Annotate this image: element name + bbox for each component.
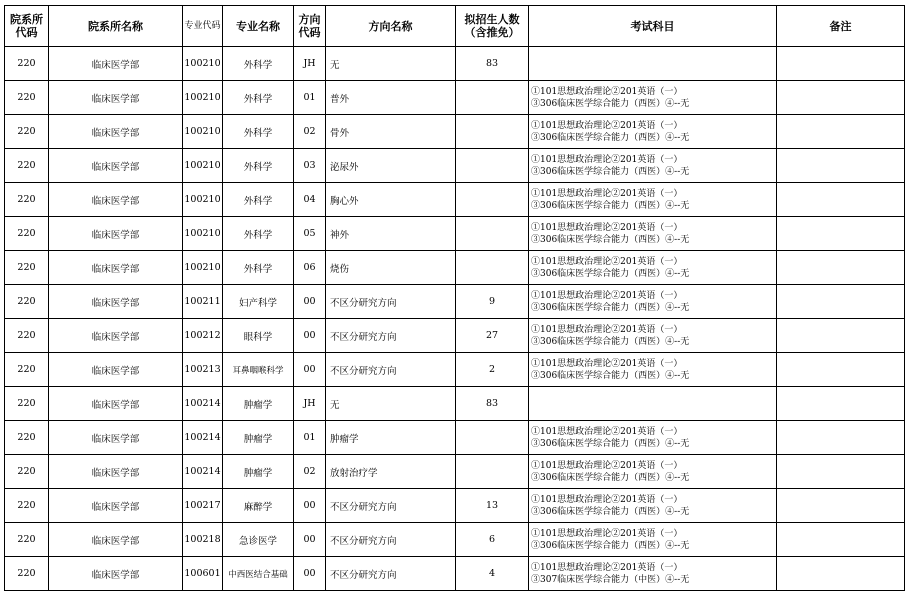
cell-dept-code: 220 bbox=[5, 285, 49, 319]
cell-major-name: 外科学 bbox=[223, 149, 294, 183]
cell-exam-subjects bbox=[529, 183, 777, 217]
table-row bbox=[5, 353, 905, 387]
cell-major-code: 100210 bbox=[183, 47, 223, 81]
header-major-name: 专业名称 bbox=[223, 6, 294, 47]
cell-remarks bbox=[777, 149, 905, 183]
exam-subjects-line-1: ①101思想政治理论②201英语（一） bbox=[531, 358, 683, 369]
cell-quota: 6 bbox=[456, 523, 529, 557]
cell-dept-name: 临床医学部 bbox=[49, 455, 183, 489]
cell-major-code: 100210 bbox=[183, 115, 223, 149]
header-direction-code: 方向代码 bbox=[294, 6, 326, 47]
cell-major-name: 急诊医学 bbox=[223, 523, 294, 557]
cell-major-code: 100601 bbox=[183, 557, 223, 591]
cell-exam-subjects bbox=[529, 557, 777, 591]
cell-exam-subjects bbox=[529, 489, 777, 523]
cell-exam-subjects bbox=[529, 455, 777, 489]
exam-subjects-line-2: ③306临床医学综合能力（西医）④--无 bbox=[531, 370, 690, 381]
cell-remarks bbox=[777, 455, 905, 489]
cell-direction-name: 烧伤 bbox=[326, 251, 456, 285]
exam-subjects-line-1: ①101思想政治理论②201英语（一） bbox=[531, 188, 683, 199]
cell-quota bbox=[456, 115, 529, 149]
cell-exam-subjects bbox=[529, 81, 777, 115]
exam-subjects-line-2: ③307临床医学综合能力（中医）④--无 bbox=[531, 574, 690, 585]
cell-exam-subjects bbox=[529, 115, 777, 149]
header-major-code: 专业代码 bbox=[183, 6, 223, 47]
table-header-row bbox=[5, 6, 905, 47]
exam-subjects-line-1: ①101思想政治理论②201英语（一） bbox=[531, 460, 683, 471]
cell-major-code: 100211 bbox=[183, 285, 223, 319]
table-row bbox=[5, 455, 905, 489]
cell-direction-name: 不区分研究方向 bbox=[326, 557, 456, 591]
cell-direction-code: 00 bbox=[294, 285, 326, 319]
cell-dept-name: 临床医学部 bbox=[49, 319, 183, 353]
cell-major-code: 100210 bbox=[183, 183, 223, 217]
table-row bbox=[5, 489, 905, 523]
exam-subjects-line-2: ③306临床医学综合能力（西医）④--无 bbox=[531, 472, 690, 483]
cell-major-code: 100214 bbox=[183, 455, 223, 489]
exam-subjects-line-1: ①101思想政治理论②201英语（一） bbox=[531, 494, 683, 505]
cell-dept-name: 临床医学部 bbox=[49, 285, 183, 319]
cell-quota bbox=[456, 251, 529, 285]
cell-major-name: 耳鼻咽喉科学 bbox=[223, 353, 294, 387]
cell-dept-code: 220 bbox=[5, 47, 49, 81]
cell-direction-name: 神外 bbox=[326, 217, 456, 251]
cell-exam-subjects bbox=[529, 421, 777, 455]
cell-dept-code: 220 bbox=[5, 523, 49, 557]
cell-quota bbox=[456, 217, 529, 251]
cell-dept-code: 220 bbox=[5, 387, 49, 421]
exam-subjects-line-1: ①101思想政治理论②201英语（一） bbox=[531, 562, 683, 573]
cell-direction-name: 普外 bbox=[326, 81, 456, 115]
table-row bbox=[5, 387, 905, 421]
cell-major-name: 肿瘤学 bbox=[223, 455, 294, 489]
exam-subjects-line-2: ③306临床医学综合能力（西医）④--无 bbox=[531, 302, 690, 313]
cell-dept-name: 临床医学部 bbox=[49, 387, 183, 421]
exam-subjects-line-1: ①101思想政治理论②201英语（一） bbox=[531, 222, 683, 233]
table-row bbox=[5, 183, 905, 217]
cell-major-name: 外科学 bbox=[223, 217, 294, 251]
cell-dept-name: 临床医学部 bbox=[49, 421, 183, 455]
cell-dept-code: 220 bbox=[5, 455, 49, 489]
cell-dept-code: 220 bbox=[5, 251, 49, 285]
cell-remarks bbox=[777, 285, 905, 319]
cell-major-name: 肿瘤学 bbox=[223, 421, 294, 455]
cell-direction-code: 01 bbox=[294, 81, 326, 115]
cell-remarks bbox=[777, 353, 905, 387]
cell-remarks bbox=[777, 319, 905, 353]
cell-dept-code: 220 bbox=[5, 115, 49, 149]
table-row bbox=[5, 81, 905, 115]
cell-exam-subjects bbox=[529, 217, 777, 251]
cell-major-name: 眼科学 bbox=[223, 319, 294, 353]
table-row bbox=[5, 523, 905, 557]
cell-major-name: 麻醉学 bbox=[223, 489, 294, 523]
cell-remarks bbox=[777, 251, 905, 285]
cell-remarks bbox=[777, 217, 905, 251]
cell-remarks bbox=[777, 183, 905, 217]
cell-major-code: 100214 bbox=[183, 421, 223, 455]
cell-major-code: 100210 bbox=[183, 251, 223, 285]
cell-exam-subjects bbox=[529, 149, 777, 183]
cell-dept-code: 220 bbox=[5, 81, 49, 115]
cell-quota: 83 bbox=[456, 387, 529, 421]
cell-direction-name: 泌尿外 bbox=[326, 149, 456, 183]
cell-major-name: 外科学 bbox=[223, 183, 294, 217]
cell-quota: 27 bbox=[456, 319, 529, 353]
cell-remarks bbox=[777, 47, 905, 81]
cell-direction-name: 肿瘤学 bbox=[326, 421, 456, 455]
cell-exam-subjects bbox=[529, 47, 777, 81]
cell-major-code: 100217 bbox=[183, 489, 223, 523]
exam-subjects-line-1: ①101思想政治理论②201英语（一） bbox=[531, 86, 683, 97]
cell-direction-code: 03 bbox=[294, 149, 326, 183]
cell-dept-code: 220 bbox=[5, 421, 49, 455]
cell-exam-subjects bbox=[529, 285, 777, 319]
cell-dept-name: 临床医学部 bbox=[49, 81, 183, 115]
exam-subjects-line-1: ①101思想政治理论②201英语（一） bbox=[531, 324, 683, 335]
cell-major-name: 外科学 bbox=[223, 47, 294, 81]
exam-subjects-line-1: ①101思想政治理论②201英语（一） bbox=[531, 290, 683, 301]
header-quota: 拟招生人数（含推免） bbox=[456, 6, 529, 47]
enrollment-table bbox=[4, 5, 905, 591]
cell-direction-name: 不区分研究方向 bbox=[326, 489, 456, 523]
header-dept-code: 院系所代码 bbox=[5, 6, 49, 47]
cell-direction-name: 无 bbox=[326, 387, 456, 421]
cell-quota: 4 bbox=[456, 557, 529, 591]
cell-direction-code: 00 bbox=[294, 557, 326, 591]
table-row bbox=[5, 421, 905, 455]
cell-major-code: 100210 bbox=[183, 217, 223, 251]
exam-subjects-line-2: ③306临床医学综合能力（西医）④--无 bbox=[531, 98, 690, 109]
cell-quota: 2 bbox=[456, 353, 529, 387]
cell-major-name: 妇产科学 bbox=[223, 285, 294, 319]
cell-exam-subjects bbox=[529, 387, 777, 421]
table-row bbox=[5, 149, 905, 183]
cell-major-name: 外科学 bbox=[223, 115, 294, 149]
cell-dept-name: 临床医学部 bbox=[49, 115, 183, 149]
exam-subjects-line-2: ③306临床医学综合能力（西医）④--无 bbox=[531, 234, 690, 245]
cell-quota: 13 bbox=[456, 489, 529, 523]
exam-subjects-line-1: ①101思想政治理论②201英语（一） bbox=[531, 426, 683, 437]
cell-direction-name: 不区分研究方向 bbox=[326, 523, 456, 557]
header-remarks: 备注 bbox=[777, 6, 905, 47]
cell-dept-name: 临床医学部 bbox=[49, 523, 183, 557]
cell-major-name: 外科学 bbox=[223, 251, 294, 285]
table-body bbox=[5, 47, 905, 591]
cell-remarks bbox=[777, 115, 905, 149]
exam-subjects-line-2: ③306临床医学综合能力（西医）④--无 bbox=[531, 200, 690, 211]
cell-direction-code: 01 bbox=[294, 421, 326, 455]
cell-quota bbox=[456, 455, 529, 489]
exam-subjects-line-1: ①101思想政治理论②201英语（一） bbox=[531, 528, 683, 539]
cell-quota: 9 bbox=[456, 285, 529, 319]
exam-subjects-line-2: ③306临床医学综合能力（西医）④--无 bbox=[531, 438, 690, 449]
cell-dept-code: 220 bbox=[5, 217, 49, 251]
cell-dept-name: 临床医学部 bbox=[49, 183, 183, 217]
header-direction-name: 方向名称 bbox=[326, 6, 456, 47]
cell-dept-name: 临床医学部 bbox=[49, 353, 183, 387]
exam-subjects-line-2: ③306临床医学综合能力（西医）④--无 bbox=[531, 336, 690, 347]
enrollment-table-sheet bbox=[4, 5, 905, 591]
cell-remarks bbox=[777, 387, 905, 421]
cell-quota bbox=[456, 421, 529, 455]
cell-dept-name: 临床医学部 bbox=[49, 47, 183, 81]
exam-subjects-line-2: ③306临床医学综合能力（西医）④--无 bbox=[531, 506, 690, 517]
exam-subjects-line-1: ①101思想政治理论②201英语（一） bbox=[531, 256, 683, 267]
table-row bbox=[5, 557, 905, 591]
cell-remarks bbox=[777, 421, 905, 455]
table-row bbox=[5, 47, 905, 81]
cell-direction-name: 胸心外 bbox=[326, 183, 456, 217]
cell-direction-name: 骨外 bbox=[326, 115, 456, 149]
cell-major-code: 100210 bbox=[183, 81, 223, 115]
cell-dept-code: 220 bbox=[5, 183, 49, 217]
exam-subjects-line-2: ③306临床医学综合能力（西医）④--无 bbox=[531, 132, 690, 143]
cell-remarks bbox=[777, 557, 905, 591]
cell-exam-subjects bbox=[529, 251, 777, 285]
cell-dept-code: 220 bbox=[5, 149, 49, 183]
exam-subjects-line-1: ①101思想政治理论②201英语（一） bbox=[531, 154, 683, 165]
exam-subjects-line-1: ①101思想政治理论②201英语（一） bbox=[531, 120, 683, 131]
cell-dept-code: 220 bbox=[5, 489, 49, 523]
cell-quota bbox=[456, 149, 529, 183]
cell-direction-name: 不区分研究方向 bbox=[326, 285, 456, 319]
cell-dept-name: 临床医学部 bbox=[49, 489, 183, 523]
cell-major-code: 100210 bbox=[183, 149, 223, 183]
cell-direction-code: JH bbox=[294, 387, 326, 421]
cell-direction-name: 放射治疗学 bbox=[326, 455, 456, 489]
cell-quota: 83 bbox=[456, 47, 529, 81]
cell-major-code: 100214 bbox=[183, 387, 223, 421]
cell-major-code: 100218 bbox=[183, 523, 223, 557]
exam-subjects-line-2: ③306临床医学综合能力（西医）④--无 bbox=[531, 268, 690, 279]
exam-subjects-line-2: ③306临床医学综合能力（西医）④--无 bbox=[531, 166, 690, 177]
cell-dept-name: 临床医学部 bbox=[49, 557, 183, 591]
cell-major-name: 外科学 bbox=[223, 81, 294, 115]
cell-direction-code: 00 bbox=[294, 523, 326, 557]
cell-remarks bbox=[777, 81, 905, 115]
cell-direction-code: 06 bbox=[294, 251, 326, 285]
table-row bbox=[5, 319, 905, 353]
cell-direction-code: 00 bbox=[294, 489, 326, 523]
cell-exam-subjects bbox=[529, 523, 777, 557]
table-row bbox=[5, 217, 905, 251]
cell-dept-code: 220 bbox=[5, 557, 49, 591]
cell-direction-code: 04 bbox=[294, 183, 326, 217]
cell-quota bbox=[456, 183, 529, 217]
cell-direction-name: 无 bbox=[326, 47, 456, 81]
cell-major-name: 中西医结合基础 bbox=[223, 557, 294, 591]
cell-direction-code: JH bbox=[294, 47, 326, 81]
cell-quota bbox=[456, 81, 529, 115]
cell-remarks bbox=[777, 489, 905, 523]
cell-major-code: 100213 bbox=[183, 353, 223, 387]
cell-dept-name: 临床医学部 bbox=[49, 149, 183, 183]
exam-subjects-line-2: ③306临床医学综合能力（西医）④--无 bbox=[531, 540, 690, 551]
cell-dept-name: 临床医学部 bbox=[49, 217, 183, 251]
table-row bbox=[5, 251, 905, 285]
cell-direction-name: 不区分研究方向 bbox=[326, 319, 456, 353]
cell-direction-name: 不区分研究方向 bbox=[326, 353, 456, 387]
header-dept-name: 院系所名称 bbox=[49, 6, 183, 47]
cell-direction-code: 00 bbox=[294, 353, 326, 387]
cell-dept-code: 220 bbox=[5, 319, 49, 353]
cell-direction-code: 00 bbox=[294, 319, 326, 353]
cell-dept-code: 220 bbox=[5, 353, 49, 387]
cell-major-name: 肿瘤学 bbox=[223, 387, 294, 421]
cell-direction-code: 05 bbox=[294, 217, 326, 251]
cell-direction-code: 02 bbox=[294, 115, 326, 149]
cell-remarks bbox=[777, 523, 905, 557]
cell-dept-name: 临床医学部 bbox=[49, 251, 183, 285]
header-exam-subjects: 考试科目 bbox=[529, 6, 777, 47]
table-row bbox=[5, 115, 905, 149]
cell-direction-code: 02 bbox=[294, 455, 326, 489]
cell-exam-subjects bbox=[529, 353, 777, 387]
cell-major-code: 100212 bbox=[183, 319, 223, 353]
cell-exam-subjects bbox=[529, 319, 777, 353]
table-row bbox=[5, 285, 905, 319]
